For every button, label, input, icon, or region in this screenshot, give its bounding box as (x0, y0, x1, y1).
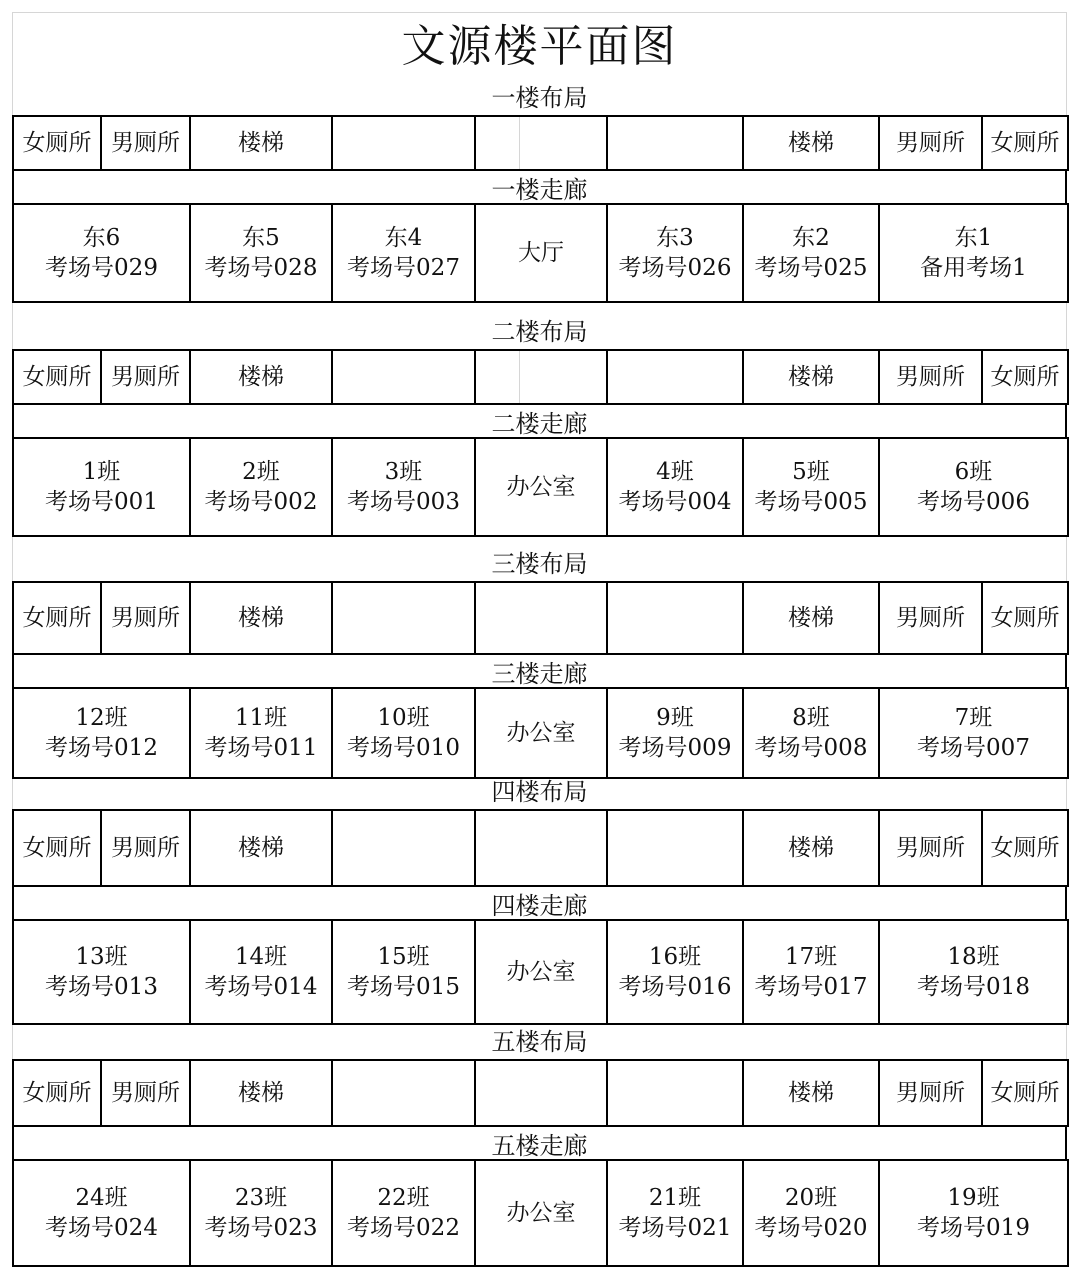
facility-cell: 楼梯 (743, 810, 879, 886)
facility-cell: 女厕所 (982, 116, 1068, 170)
facility-cell: 男厕所 (101, 1060, 190, 1126)
room-name: 15班 (377, 944, 430, 970)
facility-cell: 男厕所 (101, 116, 190, 170)
empty-cell (332, 810, 475, 886)
room-cell (879, 1160, 1068, 1266)
room-table (12, 919, 1069, 1025)
exam-room-number: 考场号014 (204, 974, 318, 1000)
room-name: 东2 (792, 225, 830, 251)
facility-cell: 女厕所 (13, 582, 101, 654)
exam-room-number: 考场号023 (204, 1215, 318, 1241)
exam-room-number: 考场号002 (204, 489, 318, 515)
facility-row (13, 582, 1068, 654)
room-name: 24班 (75, 1185, 128, 1211)
room-name: 17班 (784, 944, 838, 970)
empty-cell (607, 1060, 743, 1126)
room-cell (190, 438, 332, 536)
exam-room-number: 考场号028 (204, 255, 318, 281)
empty-cell (475, 1060, 607, 1126)
room-name: 20班 (784, 1185, 838, 1211)
room-cell (332, 438, 475, 536)
exam-room-number: 考场号026 (618, 255, 732, 281)
facility-table (12, 115, 1069, 171)
room-table (12, 1159, 1069, 1267)
empty-cell (475, 116, 607, 170)
exam-room-number: 考场号004 (618, 489, 732, 515)
room-cell (879, 688, 1068, 778)
room-cell (190, 1160, 332, 1266)
room-cell (332, 688, 475, 778)
room-cell (743, 688, 879, 778)
room-name: 5班 (792, 459, 830, 485)
facility-cell: 女厕所 (982, 350, 1068, 404)
exam-room-number: 考场号021 (618, 1215, 732, 1241)
facility-cell: 男厕所 (101, 350, 190, 404)
empty-cell (332, 350, 475, 404)
room-name: 10班 (377, 705, 430, 731)
room-cell (475, 204, 607, 302)
room-row (13, 438, 1068, 536)
room-cell (332, 204, 475, 302)
empty-cell (332, 582, 475, 654)
empty-cell (475, 582, 607, 654)
room-name: 办公室 (506, 1200, 576, 1226)
facility-cell: 男厕所 (879, 1060, 982, 1126)
room-cell (190, 920, 332, 1024)
facility-row (13, 116, 1068, 170)
facility-cell: 楼梯 (190, 582, 332, 654)
exam-room-number: 考场号019 (917, 1215, 1030, 1241)
room-name: 3班 (384, 459, 423, 485)
room-cell (607, 688, 743, 778)
exam-room-number: 考场号007 (917, 735, 1030, 761)
room-name: 16班 (648, 944, 702, 970)
room-name: 9班 (656, 705, 694, 731)
exam-room-number: 考场号016 (618, 974, 732, 1000)
exam-room-number: 考场号010 (347, 735, 460, 761)
room-name: 4班 (656, 459, 694, 485)
room-name: 7班 (954, 705, 993, 731)
facility-cell: 女厕所 (13, 116, 101, 170)
room-cell (879, 438, 1068, 536)
room-name: 22班 (377, 1185, 430, 1211)
exam-room-number: 考场号003 (347, 489, 460, 515)
room-cell (607, 920, 743, 1024)
room-cell (879, 920, 1068, 1024)
corridor-label: 一楼走廊 (12, 171, 1067, 203)
room-cell (475, 688, 607, 778)
room-row (13, 688, 1068, 778)
exam-room-number: 考场号020 (754, 1215, 868, 1241)
room-row (13, 920, 1068, 1024)
exam-room-number: 备用考场1 (920, 255, 1027, 281)
exam-room-number: 考场号017 (754, 974, 868, 1000)
empty-cell (332, 116, 475, 170)
exam-room-number: 考场号001 (45, 489, 158, 515)
exam-room-number: 考场号025 (754, 255, 868, 281)
facility-cell: 男厕所 (101, 810, 190, 886)
corridor-label: 二楼走廊 (12, 405, 1067, 437)
page-title: 文源楼平面图 (12, 12, 1067, 71)
room-name: 18班 (947, 944, 1000, 970)
room-table (12, 437, 1069, 537)
corridor-label: 五楼走廊 (12, 1127, 1067, 1159)
exam-room-number: 考场号029 (45, 255, 158, 281)
room-name: 东1 (954, 225, 993, 251)
corridor-label: 四楼走廊 (12, 887, 1067, 919)
empty-cell (332, 1060, 475, 1126)
facility-cell: 女厕所 (13, 350, 101, 404)
facility-cell: 男厕所 (101, 582, 190, 654)
room-cell (13, 920, 190, 1024)
exam-room-number: 考场号015 (347, 974, 460, 1000)
facility-cell: 男厕所 (879, 350, 982, 404)
room-name: 2班 (242, 459, 280, 485)
room-name: 东4 (384, 225, 423, 251)
room-name: 8班 (792, 705, 830, 731)
floors-container (12, 71, 1067, 1267)
room-name: 办公室 (506, 720, 576, 746)
room-cell (743, 438, 879, 536)
facility-cell: 女厕所 (982, 1060, 1068, 1126)
facility-row (13, 810, 1068, 886)
exam-room-number: 考场号011 (204, 735, 318, 761)
facility-cell: 楼梯 (190, 350, 332, 404)
exam-room-number: 考场号018 (917, 974, 1030, 1000)
room-name: 19班 (947, 1185, 1000, 1211)
exam-room-number: 考场号012 (45, 735, 158, 761)
facility-table (12, 349, 1069, 405)
facility-cell: 楼梯 (190, 1060, 332, 1126)
room-name: 11班 (234, 705, 288, 731)
facility-cell: 男厕所 (879, 116, 982, 170)
floor-layout-label: 四楼布局 (12, 779, 1067, 809)
room-cell (13, 688, 190, 778)
room-table (12, 203, 1069, 303)
facility-cell: 楼梯 (190, 810, 332, 886)
room-cell (332, 920, 475, 1024)
room-name: 办公室 (506, 474, 576, 500)
exam-room-number: 考场号022 (347, 1215, 460, 1241)
floor-plan-sheet (12, 12, 1067, 1267)
facility-table (12, 1059, 1069, 1127)
room-cell (607, 204, 743, 302)
facility-cell: 楼梯 (743, 116, 879, 170)
empty-cell (607, 350, 743, 404)
exam-room-number: 考场号006 (917, 489, 1030, 515)
room-cell (475, 920, 607, 1024)
room-cell (475, 438, 607, 536)
room-name: 东5 (242, 225, 280, 251)
room-cell (743, 920, 879, 1024)
room-name: 12班 (75, 705, 128, 731)
room-row (13, 204, 1068, 302)
facility-cell: 楼梯 (743, 582, 879, 654)
room-table (12, 687, 1069, 779)
floor-layout-label: 一楼布局 (12, 71, 1067, 115)
room-cell (743, 1160, 879, 1266)
room-cell (743, 204, 879, 302)
facility-cell: 女厕所 (13, 1060, 101, 1126)
corridor-label: 三楼走廊 (12, 655, 1067, 687)
room-name: 23班 (234, 1185, 288, 1211)
exam-room-number: 考场号005 (754, 489, 868, 515)
room-name: 办公室 (506, 959, 576, 985)
room-cell (607, 438, 743, 536)
room-name: 21班 (648, 1185, 702, 1211)
facility-row (13, 1060, 1068, 1126)
room-cell (13, 1160, 190, 1266)
room-name: 14班 (234, 944, 288, 970)
floor-layout-label: 三楼布局 (12, 537, 1067, 581)
empty-cell (607, 116, 743, 170)
exam-room-number: 考场号008 (754, 735, 868, 761)
floor-layout-label: 二楼布局 (12, 303, 1067, 349)
room-name: 1班 (82, 459, 121, 485)
room-cell (190, 204, 332, 302)
facility-cell: 女厕所 (982, 582, 1068, 654)
exam-room-number: 考场号027 (347, 255, 460, 281)
room-name: 东6 (82, 225, 121, 251)
room-cell (607, 1160, 743, 1266)
exam-room-number: 考场号009 (618, 735, 732, 761)
room-cell (332, 1160, 475, 1266)
empty-cell (475, 350, 607, 404)
facility-cell: 女厕所 (982, 810, 1068, 886)
empty-cell (607, 810, 743, 886)
facility-cell: 楼梯 (743, 350, 879, 404)
room-row (13, 1160, 1068, 1266)
room-name: 13班 (75, 944, 128, 970)
room-cell (13, 438, 190, 536)
room-cell (13, 204, 190, 302)
room-cell (879, 204, 1068, 302)
room-cell (475, 1160, 607, 1266)
empty-cell (475, 810, 607, 886)
empty-cell (607, 582, 743, 654)
facility-table (12, 809, 1069, 887)
room-name: 6班 (954, 459, 993, 485)
exam-room-number: 考场号013 (45, 974, 158, 1000)
floor-layout-label: 五楼布局 (12, 1025, 1067, 1059)
facility-cell: 楼梯 (190, 116, 332, 170)
facility-row (13, 350, 1068, 404)
facility-cell: 楼梯 (743, 1060, 879, 1126)
facility-cell: 男厕所 (879, 582, 982, 654)
facility-table (12, 581, 1069, 655)
facility-cell: 男厕所 (879, 810, 982, 886)
room-name: 大厅 (518, 240, 564, 266)
facility-cell: 女厕所 (13, 810, 101, 886)
exam-room-number: 考场号024 (45, 1215, 158, 1241)
room-name: 东3 (656, 225, 694, 251)
room-cell (190, 688, 332, 778)
